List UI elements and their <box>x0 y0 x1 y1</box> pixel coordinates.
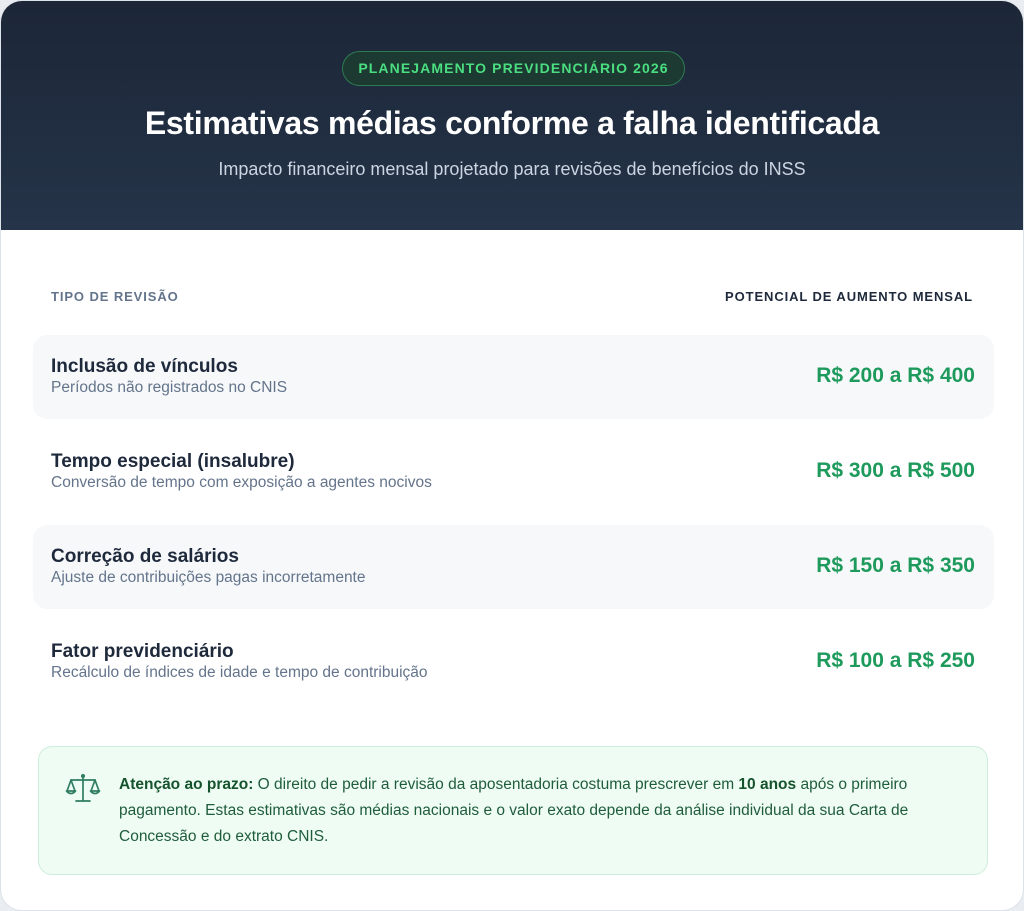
deadline-notice <box>38 746 988 875</box>
revision-value: R$ 100 a R$ 250 <box>816 649 975 672</box>
table-row <box>33 620 994 704</box>
scale-icon <box>65 773 101 805</box>
table-row <box>33 525 994 609</box>
revision-description: Conversão de tempo com exposição a agentes nocivos <box>51 474 432 491</box>
column-header-type: TIPO DE REVISÃO <box>51 289 179 304</box>
revision-value: R$ 200 a R$ 400 <box>816 364 975 387</box>
revision-description: Ajuste de contribuições pagas incorretamente <box>51 569 366 586</box>
revision-name: Tempo especial (insalubre) <box>51 451 295 472</box>
column-header-value: POTENCIAL DE AUMENTO MENSAL <box>725 289 973 304</box>
revision-value: R$ 150 a R$ 350 <box>816 554 975 577</box>
revision-name: Inclusão de vínculos <box>51 356 238 377</box>
header-banner <box>1 1 1023 230</box>
revision-value: R$ 300 a R$ 500 <box>816 459 975 482</box>
page-subtitle: Impacto financeiro mensal projetado para revisões de benefícios do INSS <box>218 159 806 179</box>
notice-lead: Atenção ao prazo: <box>119 776 254 793</box>
category-badge: PLANEJAMENTO PREVIDENCIÁRIO 2026 <box>342 51 685 86</box>
revision-name: Correção de salários <box>51 546 239 567</box>
page-title: Estimativas médias conforme a falha identificada <box>144 105 880 141</box>
table-row <box>33 335 994 419</box>
notice-body-1: O direito de pedir a revisão da aposentadoria costuma prescrever em <box>253 776 739 793</box>
notice-highlight: 10 anos <box>738 776 797 793</box>
table-row <box>33 430 994 514</box>
notice-body-2: após o primeiro pagamento. Estas estimativas são médias nacionais e o valor exato depende da análise individual da sua Carta de Concessão e do extrato CNIS. <box>119 776 909 845</box>
revision-description: Períodos não registrados no CNIS <box>51 379 288 396</box>
revision-description: Recálculo de índices de idade e tempo de contribuição <box>51 664 428 681</box>
notice-text <box>119 772 969 850</box>
revision-name: Fator previdenciário <box>51 641 234 662</box>
